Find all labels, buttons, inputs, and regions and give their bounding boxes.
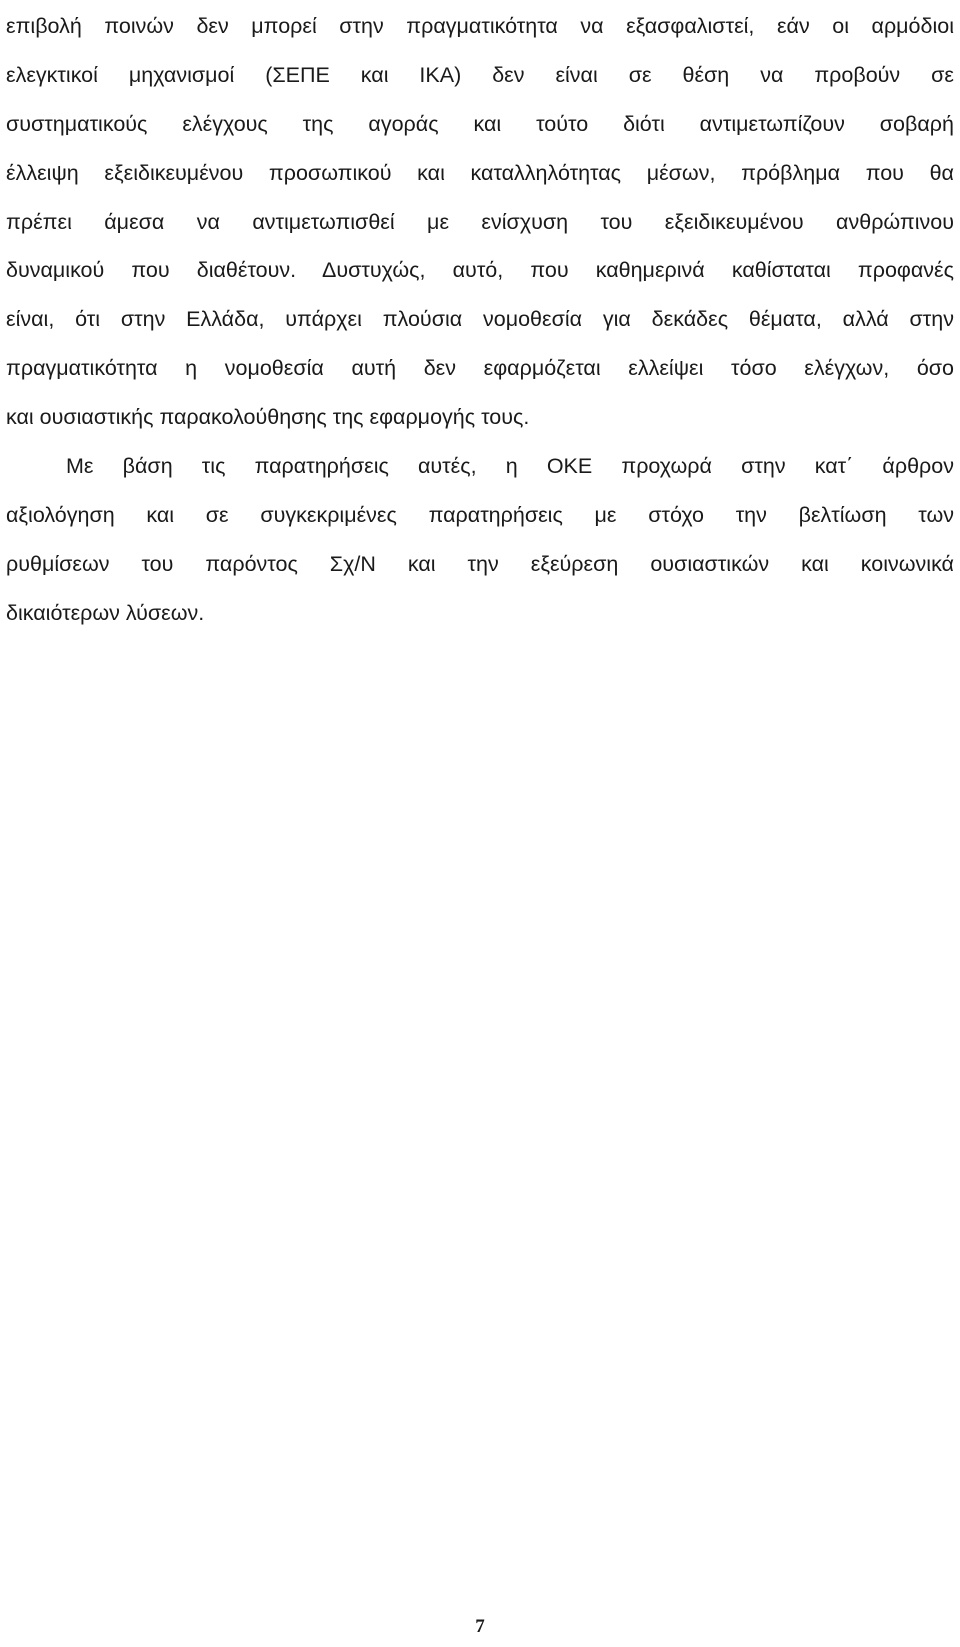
paragraph-line: δυναμικού που διαθέτουν. Δυστυχώς, αυτό, που καθημερινά καθίσταται προφανές: [6, 258, 954, 283]
paragraph-line: ρυθμίσεων του παρόντος Σχ/Ν και την εξεύρεση ουσιαστικών και κοινωνικά: [6, 551, 954, 576]
paragraph-line: ελεγκτικοί μηχανισμοί (ΣΕΠΕ και ΙΚΑ) δεν είναι σε θέση να προβούν σε: [6, 62, 954, 87]
paragraph-2: [6, 442, 954, 638]
paragraph-line: πρέπει άμεσα να αντιμετωπισθεί με ενίσχυση του εξειδικευμένου ανθρώπινου: [6, 209, 954, 234]
paragraph-line: αξιολόγηση και σε συγκεκριμένες παρατηρήσεις με στόχο την βελτίωση των: [6, 502, 954, 527]
paragraph-line: επιβολή ποινών δεν μπορεί στην πραγματικότητα να εξασφαλιστεί, εάν οι αρμόδιοι: [6, 14, 954, 38]
paragraph-line: και ουσιαστικής παρακολούθησης της εφαρμογής τους.: [6, 405, 530, 430]
body-text: [6, 2, 954, 638]
page-number: 7: [475, 1616, 485, 1637]
paragraph-line: είναι, ότι στην Ελλάδα, υπάρχει πλούσια νομοθεσία για δεκάδες θέματα, αλλά στην: [6, 307, 954, 332]
paragraph-line: Με βάση τις παρατηρήσεις αυτές, η ΟΚΕ προχωρά στην κατ΄ άρθρον: [66, 454, 954, 479]
paragraph-line: συστηματικούς ελέγχους της αγοράς και τούτο διότι αντιμετωπίζουν σοβαρή: [6, 111, 954, 136]
paragraph-line: έλλειψη εξειδικευμένου προσωπικού και καταλληλότητας μέσων, πρόβλημα που θα: [6, 160, 954, 185]
paragraph-line: πραγματικότητα η νομοθεσία αυτή δεν εφαρμόζεται ελλείψει τόσο ελέγχων, όσο: [6, 356, 954, 381]
paragraph-1: [6, 2, 954, 442]
paragraph-line: δικαιότερων λύσεων.: [6, 600, 205, 625]
